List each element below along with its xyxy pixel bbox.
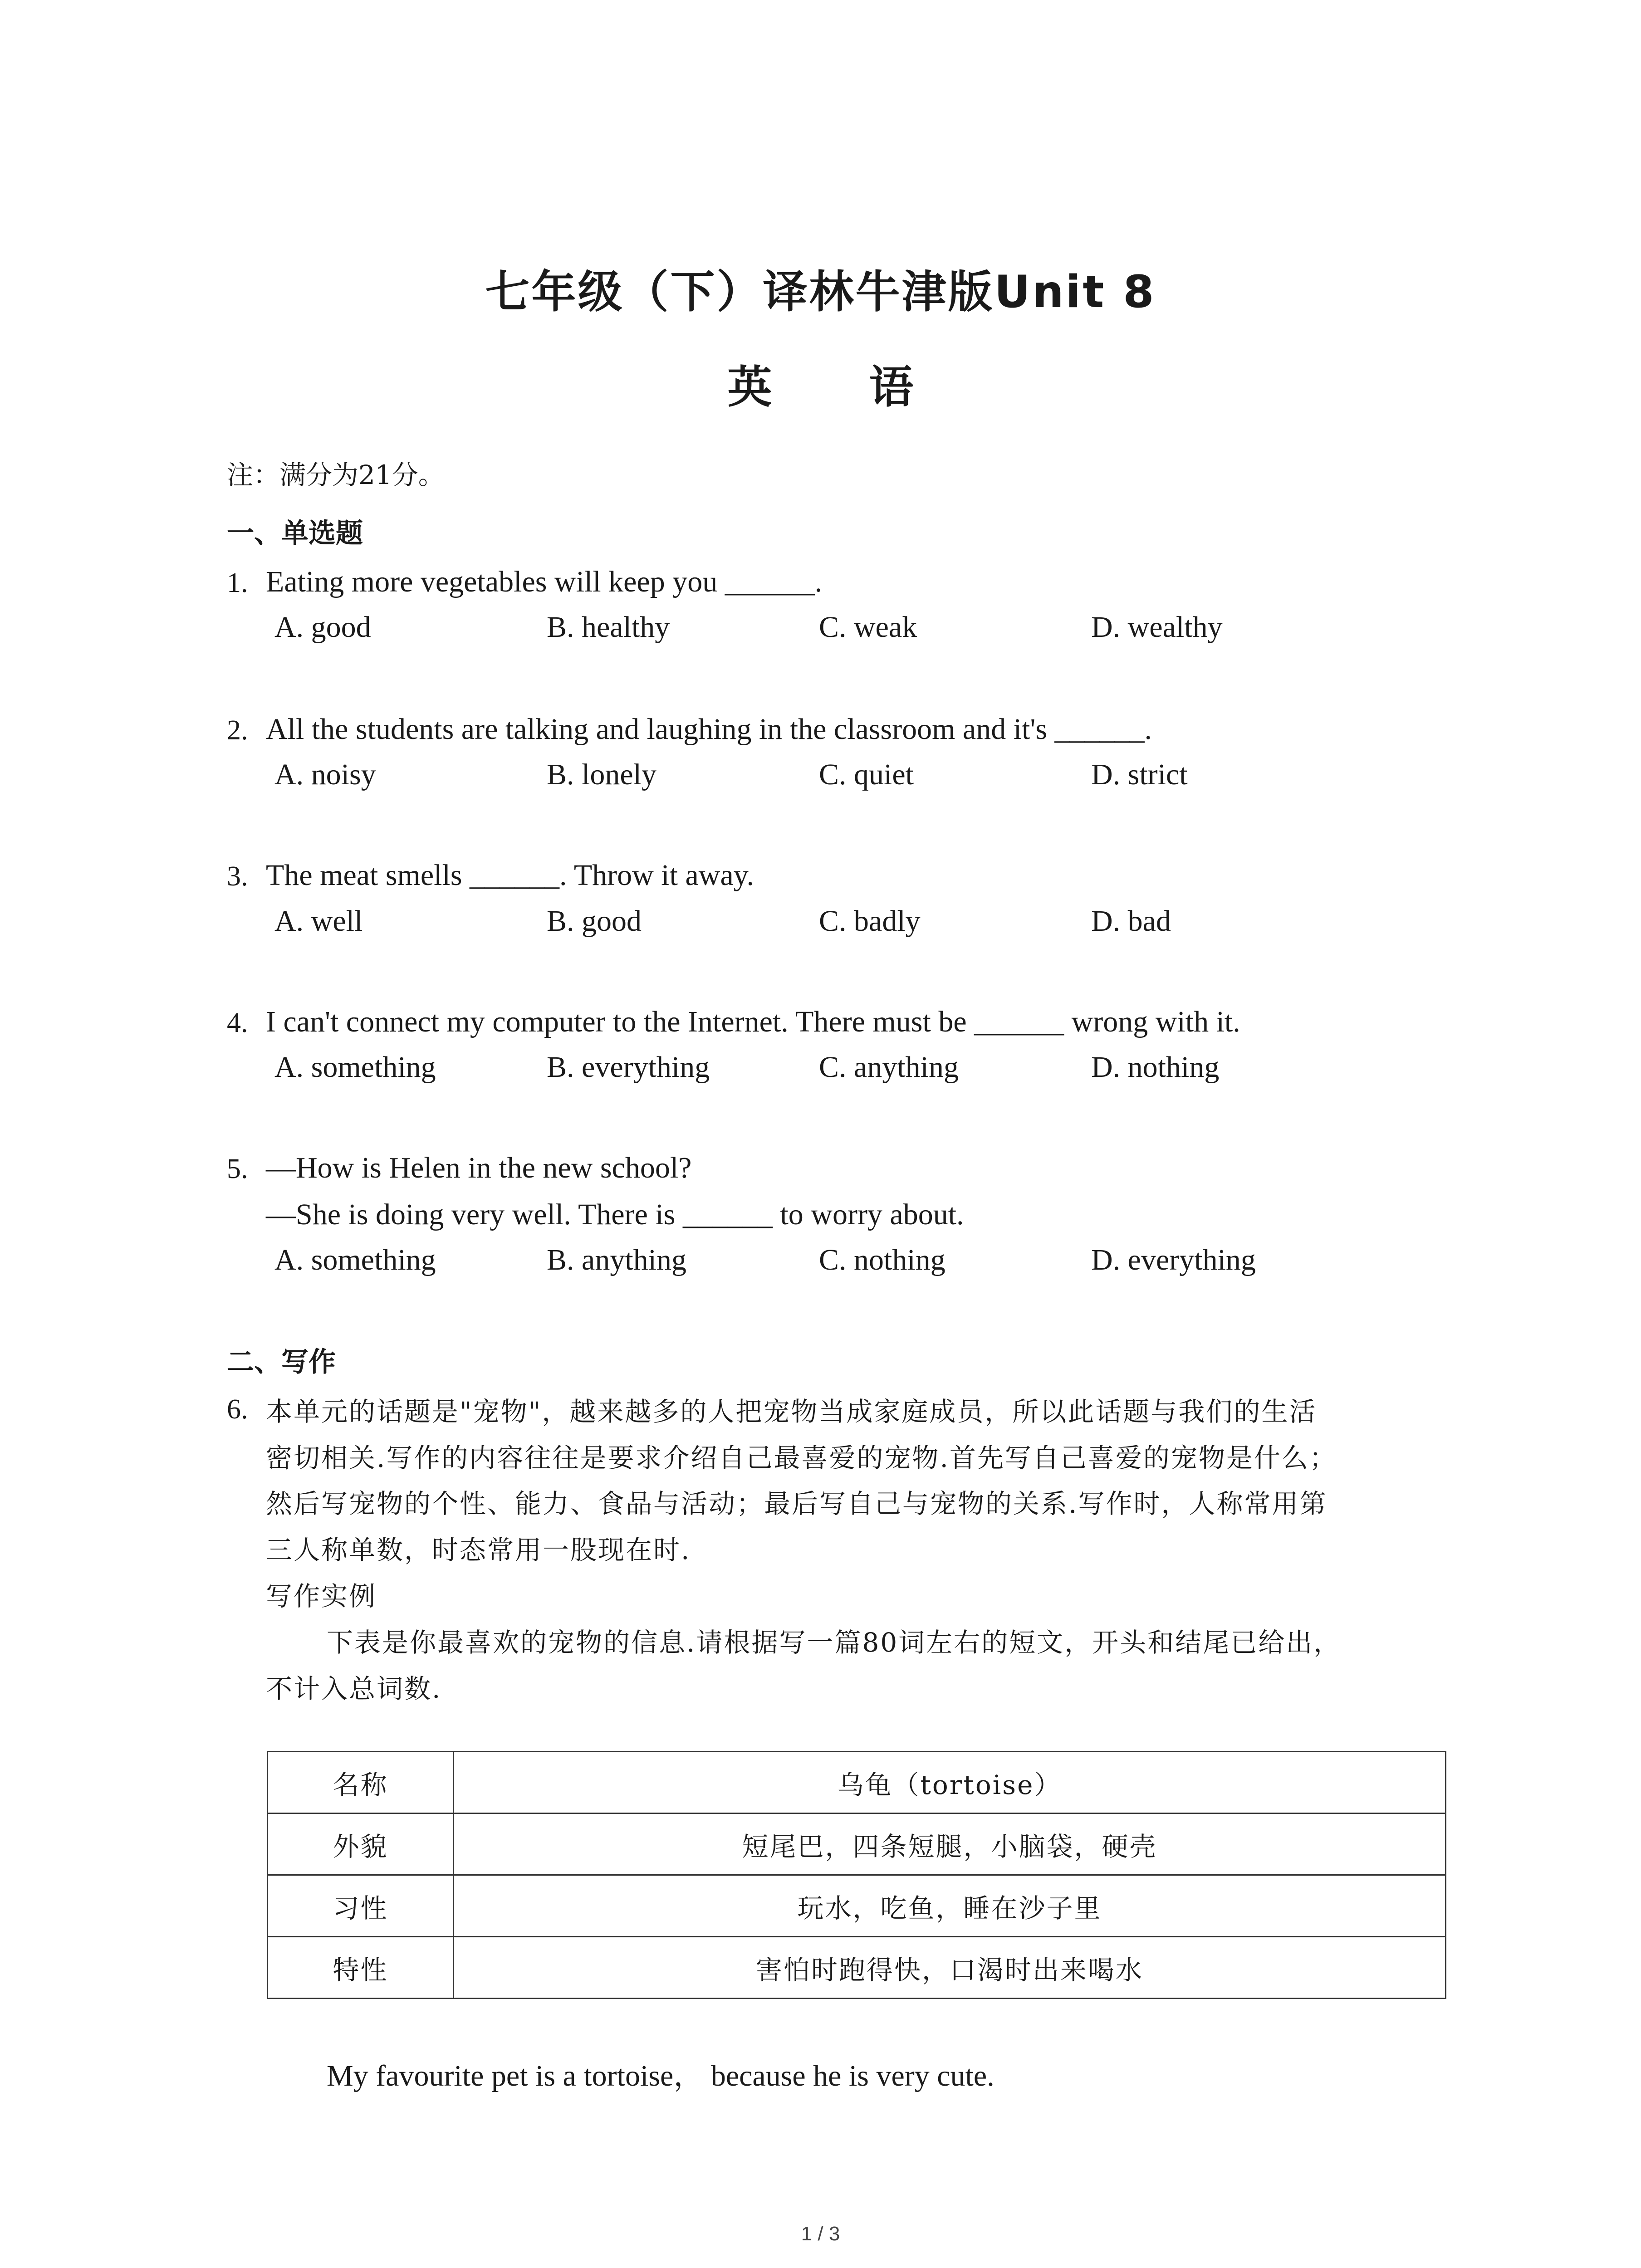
example-label: 写作实例	[266, 1581, 377, 1612]
table-row	[268, 1813, 1446, 1875]
intro-line: 三人称单数，时态常用一股现在时.	[266, 1535, 691, 1565]
option-d[interactable]: D. wealthy	[1091, 611, 1223, 644]
option-b[interactable]: B. everything	[547, 1051, 710, 1084]
page-number: 1 / 3	[801, 2223, 840, 2245]
task-line: 不计入总词数.	[266, 1673, 442, 1704]
question-text: —How is Helen in the new school?	[266, 1151, 692, 1184]
option-d[interactable]: D. bad	[1091, 904, 1171, 938]
question-number: 6.	[227, 1394, 248, 1425]
option-b[interactable]: B. good	[547, 904, 642, 938]
option-c[interactable]: C. badly	[819, 904, 921, 938]
task-line: 下表是你最喜欢的宠物的信息.请根据写一篇80词左右的短文，开头和结尾已给出，	[327, 1627, 1342, 1658]
intro-line: 本单元的话题是"宠物"，越来越多的人把宠物当成家庭成员，所以此话题与我们的生活	[266, 1396, 1317, 1427]
table-value: 害怕时跑得快，口渴时出来喝水	[454, 1937, 1446, 1999]
option-d[interactable]: D. nothing	[1091, 1051, 1220, 1084]
option-c[interactable]: C. quiet	[819, 758, 914, 791]
section-heading-choice: 一、单选题	[227, 518, 363, 549]
question-text: The meat smells ______. Throw it away.	[266, 859, 754, 892]
table-value: 玩水，吃鱼，睡在沙子里	[454, 1875, 1446, 1937]
question-number: 5.	[227, 1154, 248, 1184]
section-heading-writing: 二、写作	[227, 1346, 336, 1378]
option-d[interactable]: D. everything	[1091, 1243, 1256, 1276]
table-key: 习性	[268, 1875, 454, 1937]
question-text: I can't connect my computer to the Internet. There must be ______ wrong with it.	[266, 1005, 1240, 1038]
essay-opening: My favourite pet is a tortoise， because he is very cute.	[327, 2059, 994, 2092]
option-d[interactable]: D. strict	[1091, 758, 1188, 791]
question-number: 2.	[227, 715, 248, 746]
option-a[interactable]: A. well	[274, 904, 363, 938]
question-number: 1.	[227, 567, 248, 598]
option-c[interactable]: C. nothing	[819, 1243, 945, 1276]
table-row	[268, 1752, 1446, 1813]
option-c[interactable]: C. weak	[819, 611, 917, 644]
table-key: 特性	[268, 1937, 454, 1999]
option-b[interactable]: B. healthy	[547, 611, 670, 644]
question-number: 3.	[227, 861, 248, 892]
table-row	[268, 1937, 1446, 1999]
question-text: —She is doing very well. There is ______ to worry about.	[266, 1198, 964, 1231]
table-row	[268, 1875, 1446, 1937]
option-c[interactable]: C. anything	[819, 1051, 959, 1084]
subject-title: 英 语	[727, 362, 955, 413]
option-a[interactable]: A. good	[274, 611, 371, 644]
question-number: 4.	[227, 1007, 248, 1038]
option-b[interactable]: B. anything	[547, 1243, 686, 1276]
table-value: 乌龟（tortoise）	[454, 1752, 1446, 1813]
question-text: All the students are talking and laughing in the classroom and it's ______.	[266, 713, 1152, 746]
question-text: Eating more vegetables will keep you ______.	[266, 565, 823, 598]
page-title: 七年级（下）译林牛津版Unit 8	[485, 266, 1156, 318]
option-a[interactable]: A. something	[274, 1243, 436, 1276]
score-note: 注：满分为21分。	[227, 459, 445, 490]
table-key: 名称	[268, 1752, 454, 1813]
intro-line: 密切相关.写作的内容往往是要求介绍自己最喜爱的宠物.首先写自己喜爱的宠物是什么；	[266, 1442, 1337, 1473]
option-b[interactable]: B. lonely	[547, 758, 656, 791]
intro-line: 然后写宠物的个性、能力、食品与活动；最后写自己与宠物的关系.写作时，人称常用第	[266, 1488, 1327, 1519]
table-value: 短尾巴，四条短腿，小脑袋，硬壳	[454, 1813, 1446, 1875]
table-key: 外貌	[268, 1813, 454, 1875]
option-a[interactable]: A. something	[274, 1051, 436, 1084]
option-a[interactable]: A. noisy	[274, 758, 376, 791]
pet-info-table	[267, 1751, 1446, 1999]
